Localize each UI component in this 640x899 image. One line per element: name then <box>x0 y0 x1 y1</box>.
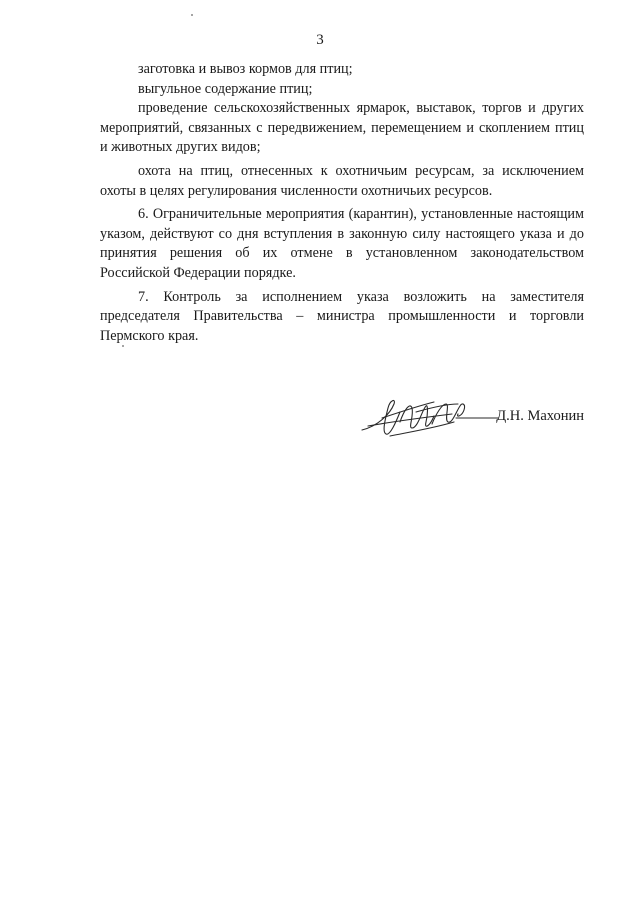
signatory-name: Д.Н. Махонин <box>496 408 584 424</box>
paragraph: выгульное содержание птиц; <box>138 80 313 97</box>
handwritten-signature <box>360 392 500 442</box>
paragraph: охота на птиц, отнесенных к охотничьим ресурсам, за исключением охоты в целях регулирования численности охотничьих ресурсов. <box>100 162 584 199</box>
paragraph: проведение сельскохозяйственных ярмарок, выставок, торгов и других мероприятий, связанных с передвижением, перемещением и скоплением птиц и животных других видов; <box>100 100 584 156</box>
document-body <box>100 60 584 350</box>
paragraph: 7. Контроль за исполнением указа возложить на заместителя председателя Правительства – министра промышленности и торговли Пермского края. <box>100 288 584 344</box>
scan-artifact <box>191 14 193 16</box>
page-number: 3 <box>316 32 324 48</box>
paragraph: 6. Ограничительные мероприятия (карантин), установленные настоящим указом, действуют со дня вступления в законную силу настоящего указа и до принятия решения об их отмене в установленном законодательством Российской Федерации порядке. <box>100 206 584 281</box>
paragraph: заготовка и вывоз кормов для птиц; <box>138 61 353 77</box>
signature-block <box>360 392 584 442</box>
